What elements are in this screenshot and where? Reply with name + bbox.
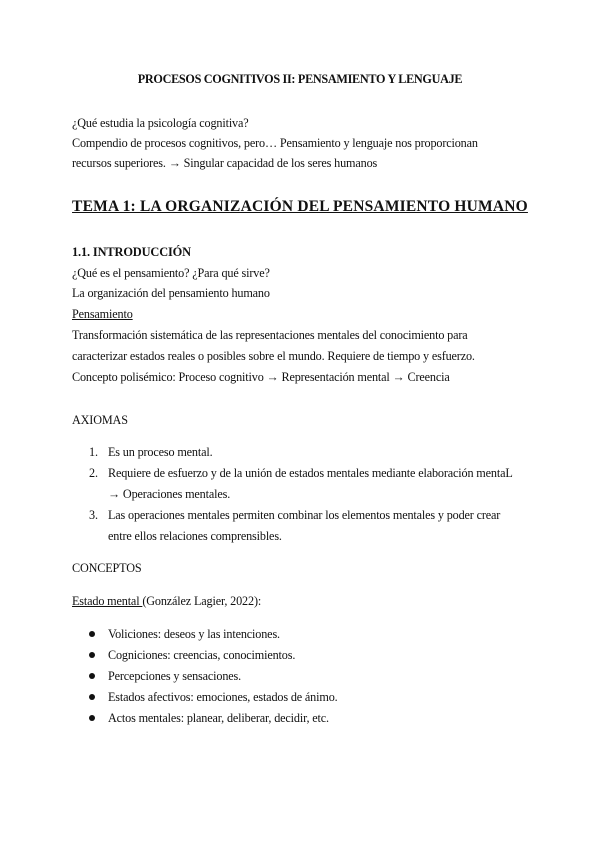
section-question: ¿Qué es el pensamiento? ¿Para qué sirve? xyxy=(72,266,270,280)
axioma-text: Es un proceso mental. xyxy=(108,445,213,459)
bullet-icon xyxy=(89,673,95,679)
definition-line-1: Transformación sistemática de las representaciones mentales del conocimiento para xyxy=(72,328,468,342)
axiomas-heading: AXIOMAS xyxy=(72,413,128,427)
document-title: PROCESOS COGNITIVOS II: PENSAMIENTO Y LENGUAJE xyxy=(137,72,463,86)
list-item: Voliciones: deseos y las intenciones. xyxy=(108,627,280,641)
list-item: Percepciones y sensaciones. xyxy=(108,669,242,683)
axioma-text-continued: entre ellos relaciones comprensibles. xyxy=(108,529,282,543)
section-heading: 1.1. INTRODUCCIÓN xyxy=(72,245,191,259)
axioma-text: Las operaciones mentales permiten combinar los elementos mentales y poder crear xyxy=(108,508,501,522)
concept-line: Concepto polisémico: Proceso cognitivo → Representación mental → Creencia xyxy=(72,370,450,384)
axioma-number: 2. xyxy=(89,466,98,480)
axioma-number: 1. xyxy=(89,445,98,459)
bullet-icon xyxy=(89,694,95,700)
bullet-icon xyxy=(89,631,95,637)
axioma-number: 3. xyxy=(89,508,98,522)
list-item: Cogniciones: creencias, conocimientos. xyxy=(108,648,296,662)
bullet-icon xyxy=(89,715,95,721)
bullet-icon xyxy=(89,652,95,658)
term-pensamiento: Pensamiento xyxy=(72,307,133,321)
axioma-text-continued: → Operaciones mentales. xyxy=(108,487,231,501)
intro-line-1: Compendio de procesos cognitivos, pero… Pensamiento y lenguaje nos proporcionan xyxy=(72,136,478,150)
axioma-text: Requiere de esfuerzo y de la unión de estados mentales mediante elaboración mentaL xyxy=(108,466,513,480)
estado-mental-term: Estado mental xyxy=(72,594,143,608)
estado-mental-line xyxy=(72,593,261,609)
estado-mental-citation: (González Lagier, 2022): xyxy=(142,594,262,608)
intro-question: ¿Qué estudia la psicología cognitiva? xyxy=(72,116,249,130)
list-item: Actos mentales: planear, deliberar, decidir, etc. xyxy=(108,711,329,725)
intro-line-2: recursos superiores. → Singular capacidad de los seres humanos xyxy=(72,156,378,170)
section-organization: La organización del pensamiento humano xyxy=(72,286,270,300)
tema-heading: TEMA 1: LA ORGANIZACIÓN DEL PENSAMIENTO HUMANO xyxy=(72,198,528,215)
conceptos-heading: CONCEPTOS xyxy=(72,561,142,575)
definition-line-2: caracterizar estados reales o posibles sobre el mundo. Requiere de tiempo y esfuerzo. xyxy=(72,349,475,363)
list-item: Estados afectivos: emociones, estados de ánimo. xyxy=(108,690,338,704)
